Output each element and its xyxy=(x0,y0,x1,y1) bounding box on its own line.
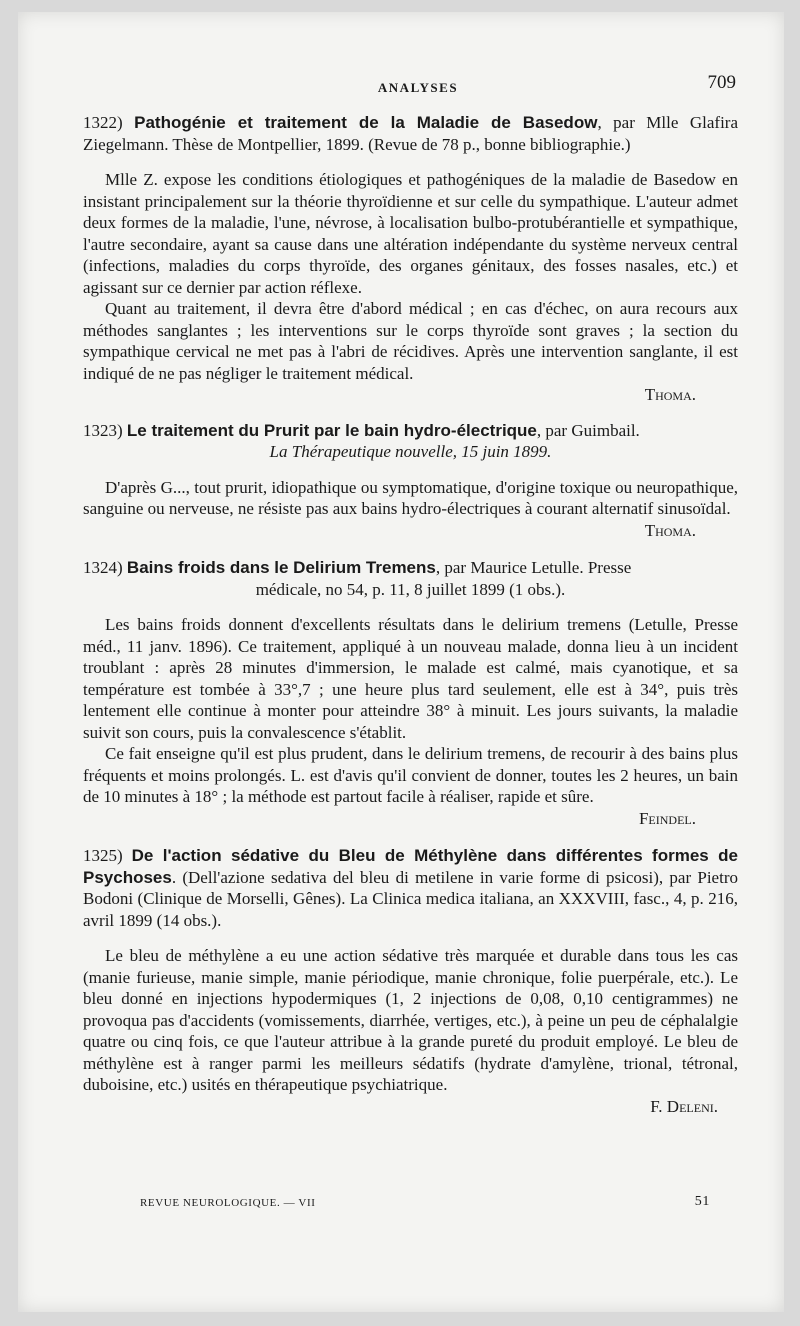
entry-number: 1322) xyxy=(83,113,123,132)
signature: F. Deleni. xyxy=(650,1096,718,1116)
entry-1323 xyxy=(83,420,738,542)
section-title: ANALYSES xyxy=(377,80,459,95)
paragraph: Ce fait enseigne qu'il est plus prudent, dans le delirium tremens, de recourir à des bains plus fréquents et moins prolongés. L. est d'avis qu'il convient de donner, toutes les 2 heures, un bain de 10 minutes à 18° ; la méthode est partout facile à réaliser, rapide et sûre. Feindel. xyxy=(83,744,738,828)
entry-reference: , par Mlle Glafira Ziegelmann. Thèse de Montpellier, 1899. (Revue de 78 p., bonne bibliographie.) xyxy=(83,113,739,154)
page-number: 709 xyxy=(707,72,736,93)
signature: Thoma. xyxy=(644,385,696,404)
entry-reference: , par Guimbail. xyxy=(536,420,640,440)
running-header xyxy=(100,72,736,102)
entry-heading xyxy=(83,845,738,931)
journal-signature: REVUE NEUROLOGIQUE. — VII xyxy=(140,1197,316,1209)
entry-reference: , par Maurice Letulle. Presse xyxy=(435,558,632,577)
article-body xyxy=(83,112,738,1117)
paragraph: Les bains froids donnent d'excellents résultats dans le delirium tremens (Letulle, Presse méd., 11 janv. 1896). Ce traitement, appliqué à un nouveau malade, donna lieu à un incident troublant : après 28 minutes d'immersion, le malade est calmé, mais cyanotique, et sa température est tombée à 33°,7 ; une heure plus tard seulement, elle est à 34°, puis très lentement elle continue à monter pour atteindre 38° à minuit. Les jours suivants, la maladie suivit son cours, puis la convalescence s'établit. xyxy=(83,615,738,742)
entry-number: 1324) xyxy=(83,558,123,577)
entry-reference-cont: médicale, no 54, p. 11, 8 juillet 1899 (1 obs.). xyxy=(255,579,566,599)
entry-1325 xyxy=(83,845,738,1117)
entry-heading xyxy=(83,112,738,155)
entry-1324 xyxy=(83,557,738,829)
entry-reference-cont: La Thérapeutique nouvelle, 15 juin 1899. xyxy=(269,442,552,461)
page xyxy=(18,12,784,1312)
paragraph: D'après G..., tout prurit, idiopathique ou symptomatique, d'origine toxique ou neuropathique, sanguine ou nerveuse, ne résiste pas aux bains hydro-électriques à courant alternatif sinusoïdal. Thoma. xyxy=(83,477,738,540)
entry-heading xyxy=(83,557,738,600)
signature-mark: 51 xyxy=(694,1194,710,1209)
entry-heading xyxy=(83,420,738,463)
entry-number: 1323) xyxy=(83,420,123,440)
page-footer xyxy=(140,1194,710,1217)
entry-title: Bains froids dans le Delirium Tremens xyxy=(126,558,436,577)
entry-title: Pathogénie et traitement de la Maladie de Basedow xyxy=(134,113,598,132)
signature: Thoma. xyxy=(644,520,696,540)
paragraph: Le bleu de méthylène a eu une action sédative très marquée et durable dans tous les cas (manie furieuse, manie simple, manie périodique, manie chronique, folie puerpérale, etc.). Le bleu donné en injections hypodermiques (1, 2 injections de 0,08, 0,10 centigrammes) ne provoqua pas d'accidents (vomissements, diarrhée, vertiges, etc.), à peine un peu de céphalalgie quatre ou cinq fois, ce que l'auteur attribue à la grande pureté du produit employé. Le bleu de méthylène est à ranger parmi les meilleurs sédatifs (hydrate d'amylène, trional, tétronal, duboisine, etc.) usités en thérapeutique psychiatrique. F. Deleni. xyxy=(83,946,738,1116)
entry-1322 xyxy=(83,112,738,406)
entry-number: 1325) xyxy=(83,846,123,865)
paragraph: Mlle Z. expose les conditions étiologiques et pathogéniques de la maladie de Basedow en insistant principalement sur la théorie thyroïdienne et sur celle du sympathique. L'auteur admet deux formes de la maladie, l'une, névrose, à localisation bulbo-protubérantielle et sympathique, l'autre secondaire, ayant sa cause dans une altération indépendante du système nerveux central (infections, maladies du corps thyroïde, des organes génitaux, des fosses nasales, etc.) et agissant sur ce dernier par action réflexe. xyxy=(83,170,738,297)
signature: Feindel. xyxy=(638,808,696,828)
entry-title: Le traitement du Prurit par le bain hydro-électrique xyxy=(126,420,537,440)
entry-title: De l'action sédative du Bleu de Méthylène dans différentes formes de Psychoses xyxy=(83,846,738,887)
paragraph: Quant au traitement, il devra être d'abord médical ; en cas d'échec, on aura recours aux méthodes sanglantes ; les interventions sur le corps thyroïde sont graves ; la section du sympathique cervical ne met pas à l'abri de récidives. Après une intervention sanglante, il est indiqué de ne pas négliger le traitement médical. Thoma. xyxy=(83,299,738,404)
entry-reference: . (Dell'azione sedativa del bleu di metilene in varie forme di psicosi), par Pietro Bodoni (Clinique de Morselli, Gênes). La Clinica medica italiana, an XXXVIII, fasc., 4, p. 216, avril 1899 (14 obs.). xyxy=(83,867,738,930)
